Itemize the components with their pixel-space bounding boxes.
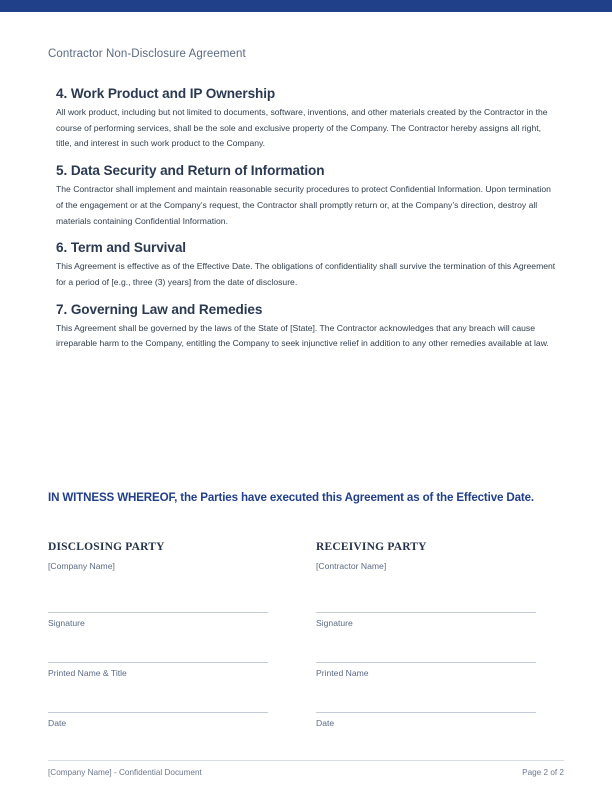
signature-rule xyxy=(48,662,268,663)
disclosing-printed-name-label: Printed Name & Title xyxy=(48,668,127,678)
receiving-party-title: RECEIVING PARTY xyxy=(316,541,427,553)
disclosing-date-label: Date xyxy=(48,718,67,728)
section-5-body: The Contractor shall implement and maintain reasonable security procedures to protect Confidential Information. Upon termination of the engagement or at the Company’s request, the Contractor shall promptly return or, at the Company’s direction, destroy all materials containing Confidential Information. xyxy=(56,184,551,226)
section-6-body: This Agreement is effective as of the Effective Date. The obligations of confidentiality shall survive the termination of this Agreement for a period of [e.g., three (3) years] from the date of disclosure. xyxy=(56,261,556,287)
disclosing-printed-name-field[interactable] xyxy=(48,662,268,679)
section-6-heading: 6. Term and Survival xyxy=(56,240,186,256)
signature-rule xyxy=(48,712,268,713)
section-4-heading: 4. Work Product and IP Ownership xyxy=(56,86,276,101)
footer-page-number: Page 2 of 2 xyxy=(522,768,564,777)
receiving-printed-name-field[interactable] xyxy=(316,662,536,679)
signature-column-disclosing xyxy=(48,540,268,728)
document-page xyxy=(0,12,612,792)
signature-rule xyxy=(48,612,268,613)
disclosing-party-name: [Company Name] xyxy=(48,561,115,571)
disclosing-signature-label: Signature xyxy=(48,618,85,628)
section-4-body: All work product, including but not limited to documents, software, inventions, and other materials created by the Contractor in the course of performing services, shall be the sole and exclusive property of the Company. The Contractor hereby assigns all right, title, and interest in such work product to the Company. xyxy=(56,107,548,149)
disclosing-signature-field[interactable] xyxy=(48,612,268,629)
document-running-header: Contractor Non-Disclosure Agreement xyxy=(48,48,246,60)
signature-rule xyxy=(316,712,536,713)
signature-rule xyxy=(316,612,536,613)
signature-block xyxy=(48,540,564,740)
receiving-date-label: Date xyxy=(316,718,335,728)
receiving-printed-name-label: Printed Name xyxy=(316,668,369,678)
section-4 xyxy=(56,85,560,152)
receiving-signature-label: Signature xyxy=(316,618,353,628)
section-7-body: This Agreement shall be governed by the laws of the State of [State]. The Contractor acknowledges that any breach will cause irreparable harm to the Company, entitling the Company to seek injunctive relief in addition to any other remedies available at law. xyxy=(56,322,549,349)
disclosing-date-field[interactable] xyxy=(48,712,268,729)
receiving-party-name: [Contractor Name] xyxy=(316,561,387,571)
receiving-signature-field[interactable] xyxy=(316,612,536,629)
witness-statement: IN WITNESS WHEREOF, the Parties have executed this Agreement as of the Effective Date. xyxy=(48,491,534,504)
document-body xyxy=(56,85,560,352)
footer-row xyxy=(48,768,564,780)
section-6 xyxy=(56,239,560,290)
footer-confidential-notice: [Company Name] - Confidential Document xyxy=(48,768,202,777)
section-7 xyxy=(56,301,560,352)
section-5 xyxy=(56,162,560,229)
footer-divider xyxy=(48,760,564,761)
section-7-heading: 7. Governing Law and Remedies xyxy=(56,301,263,317)
signature-rule xyxy=(316,662,536,663)
disclosing-party-title: DISCLOSING PARTY xyxy=(48,541,165,553)
signature-column-receiving xyxy=(316,540,536,728)
page-footer xyxy=(48,760,564,780)
section-5-heading: 5. Data Security and Return of Information xyxy=(56,163,325,179)
top-accent-bar xyxy=(0,0,612,12)
receiving-date-field[interactable] xyxy=(316,712,536,729)
